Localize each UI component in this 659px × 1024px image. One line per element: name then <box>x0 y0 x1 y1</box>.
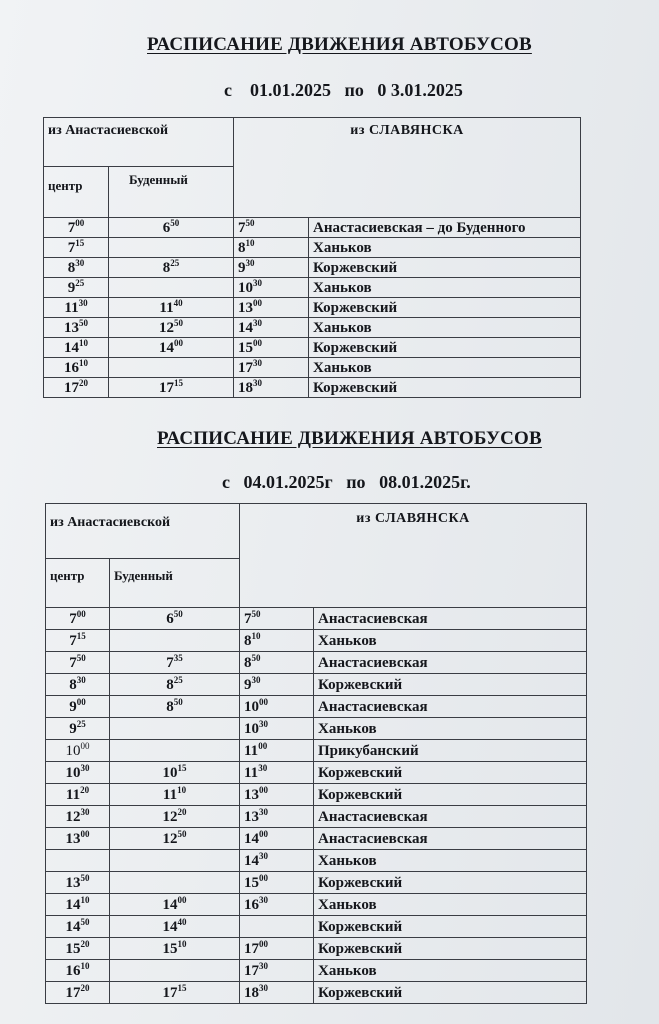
schedule1-date-range <box>224 80 463 101</box>
schedule1-row <box>44 218 581 238</box>
schedule2-row <box>46 718 587 740</box>
destination: Коржевский <box>314 938 587 960</box>
departure-center-value: $8^{30}$ <box>69 674 86 693</box>
departure-slavyansk-value: $17^{00}$ <box>244 938 268 957</box>
schedule1-row <box>44 278 581 298</box>
schedule2-col-center: центр <box>46 559 110 608</box>
schedule1-table <box>43 117 581 398</box>
schedule1-row <box>44 298 581 318</box>
schedule2-to-date: 08.01.2025г. <box>379 472 471 492</box>
departure-budenny <box>110 916 240 938</box>
departure-budenny-value: $12^{50}$ <box>162 828 187 847</box>
departure-slavyansk <box>240 872 314 894</box>
departure-slavyansk <box>240 674 314 696</box>
departure-center-value: $10^{30}$ <box>65 762 90 781</box>
departure-center <box>44 298 109 318</box>
departure-budenny <box>110 718 240 740</box>
departure-center <box>44 278 109 298</box>
departure-slavyansk <box>240 982 314 1004</box>
departure-center-value: $14^{10}$ <box>64 337 88 356</box>
departure-center <box>46 652 110 674</box>
departure-slavyansk-value: $14^{30}$ <box>238 317 262 336</box>
destination: Ханьков <box>314 894 587 916</box>
departure-budenny-value: $6^{50}$ <box>162 217 180 236</box>
destination: Ханьков <box>314 718 587 740</box>
departure-center <box>44 218 109 238</box>
departure-slavyansk-value: $11^{00}$ <box>244 740 268 759</box>
schedule1-title: РАСПИСАНИЕ ДВИЖЕНИЯ АВТОБУСОВ <box>147 34 532 55</box>
departure-budenny <box>109 258 234 278</box>
departure-slavyansk-value: $14^{30}$ <box>244 850 268 869</box>
departure-slavyansk-value: $10^{30}$ <box>238 277 262 296</box>
schedule1-row <box>44 258 581 278</box>
departure-center-value: $13^{00}$ <box>65 828 90 847</box>
departure-slavyansk <box>240 784 314 806</box>
destination: Анастасиевская <box>314 696 587 718</box>
destination: Анастасиевская <box>314 652 587 674</box>
departure-budenny-value: $11^{40}$ <box>159 297 183 316</box>
departure-budenny <box>110 894 240 916</box>
destination: Коржевский <box>314 784 587 806</box>
departure-budenny <box>109 278 234 298</box>
departure-slavyansk-value: $8^{50}$ <box>244 652 261 671</box>
departure-slavyansk <box>240 916 314 938</box>
departure-center-value: $7^{50}$ <box>69 652 86 671</box>
schedule2-title: РАСПИСАНИЕ ДВИЖЕНИЯ АВТОБУСОВ <box>157 428 542 449</box>
schedule1-to-date: 0 3.01.2025 <box>377 80 463 100</box>
departure-budenny-value: $8^{25}$ <box>162 257 180 276</box>
schedule2-row <box>46 872 587 894</box>
departure-center <box>46 828 110 850</box>
destination: Коржевский <box>309 378 581 398</box>
schedule1-header-from: из Анастасиевской <box>44 118 234 167</box>
departure-center <box>46 696 110 718</box>
destination: Ханьков <box>314 960 587 982</box>
schedule1-col-center: центр <box>44 167 109 218</box>
departure-slavyansk <box>234 318 309 338</box>
departure-center-value: $9^{25}$ <box>69 718 86 737</box>
schedule2-row <box>46 784 587 806</box>
departure-budenny <box>109 358 234 378</box>
departure-center-value: $15^{20}$ <box>65 938 90 957</box>
departure-budenny <box>110 828 240 850</box>
departure-budenny-value: $12^{20}$ <box>162 806 187 825</box>
destination: Коржевский <box>314 982 587 1004</box>
destination: Ханьков <box>309 358 581 378</box>
departure-center <box>46 718 110 740</box>
schedule2-header-from: из Анастасиевской <box>46 504 240 559</box>
destination: Анастасиевская <box>314 608 587 630</box>
departure-budenny-value: $15^{10}$ <box>162 938 187 957</box>
departure-center <box>46 916 110 938</box>
schedule2-row <box>46 806 587 828</box>
schedule2-row <box>46 850 587 872</box>
departure-center-value: $11^{30}$ <box>64 297 88 316</box>
departure-slavyansk <box>234 378 309 398</box>
departure-slavyansk-value: $7^{50}$ <box>238 217 255 236</box>
departure-slavyansk-value: $18^{30}$ <box>244 982 268 1001</box>
departure-center <box>44 378 109 398</box>
departure-slavyansk <box>234 278 309 298</box>
departure-center <box>46 740 110 762</box>
departure-slavyansk <box>240 696 314 718</box>
schedule2-row <box>46 674 587 696</box>
departure-center-value: $14^{50}$ <box>65 916 90 935</box>
departure-slavyansk-value: $9^{30}$ <box>244 674 261 693</box>
departure-center <box>46 608 110 630</box>
schedule2-table <box>45 503 587 1004</box>
departure-slavyansk <box>240 894 314 916</box>
departure-slavyansk <box>234 358 309 378</box>
departure-budenny <box>110 652 240 674</box>
schedule2-from-date: 04.01.2025г <box>243 472 333 492</box>
schedule2-row <box>46 982 587 1004</box>
departure-center-value: $16^{10}$ <box>64 357 88 376</box>
schedule2-row <box>46 608 587 630</box>
departure-center-value: $16^{10}$ <box>65 960 90 979</box>
departure-budenny-value: $7^{35}$ <box>166 652 183 671</box>
destination: Ханьков <box>309 318 581 338</box>
schedule1-row <box>44 238 581 258</box>
departure-center <box>46 894 110 916</box>
departure-center <box>44 258 109 278</box>
departure-center-value: $17^{20}$ <box>65 982 90 1001</box>
departure-center <box>46 674 110 696</box>
departure-slavyansk-value: $16^{30}$ <box>244 894 268 913</box>
schedule1-row <box>44 318 581 338</box>
schedule1-from-label: с <box>224 80 232 100</box>
schedule2-row <box>46 652 587 674</box>
departure-center <box>44 358 109 378</box>
departure-budenny-value: $11^{10}$ <box>162 784 187 803</box>
departure-slavyansk <box>234 258 309 278</box>
departure-budenny-value: $10^{15}$ <box>162 762 187 781</box>
destination: Прикубанский <box>314 740 587 762</box>
departure-center-value: $9^{25}$ <box>67 277 85 296</box>
destination: Ханьков <box>309 238 581 258</box>
departure-slavyansk <box>240 608 314 630</box>
departure-center <box>46 872 110 894</box>
departure-slavyansk-value: $13^{00}$ <box>238 297 262 316</box>
departure-budenny-value: $14^{00}$ <box>159 337 183 356</box>
departure-slavyansk-value: $14^{00}$ <box>244 828 268 847</box>
departure-budenny <box>110 982 240 1004</box>
departure-slavyansk <box>240 762 314 784</box>
destination: Коржевский <box>309 338 581 358</box>
departure-center-value: $7^{00}$ <box>69 608 86 627</box>
departure-budenny-value: $14^{40}$ <box>162 916 187 935</box>
schedule2-from-label: с <box>222 472 230 492</box>
departure-slavyansk <box>240 828 314 850</box>
departure-slavyansk <box>240 850 314 872</box>
departure-slavyansk <box>234 218 309 238</box>
destination: Коржевский <box>314 916 587 938</box>
departure-center-value: $14^{10}$ <box>65 894 90 913</box>
schedule1-header-to: из СЛАВЯНСКА <box>234 118 581 218</box>
departure-budenny <box>110 872 240 894</box>
departure-budenny-value: $17^{15}$ <box>162 982 187 1001</box>
destination: Коржевский <box>314 674 587 696</box>
departure-center <box>44 318 109 338</box>
departure-budenny <box>110 740 240 762</box>
schedule2-header-to: из СЛАВЯНСКА <box>240 504 587 608</box>
departure-slavyansk-value: $15^{00}$ <box>238 337 262 356</box>
departure-slavyansk <box>240 960 314 982</box>
departure-budenny <box>110 960 240 982</box>
departure-center <box>46 850 110 872</box>
schedule2-row <box>46 762 587 784</box>
departure-slavyansk-value: $10^{00}$ <box>244 696 268 715</box>
departure-slavyansk <box>234 338 309 358</box>
departure-budenny <box>109 318 234 338</box>
destination: Коржевский <box>314 762 587 784</box>
departure-budenny-value: $8^{25}$ <box>166 674 183 693</box>
schedule2-col-budenny: Буденный <box>110 559 240 608</box>
departure-budenny <box>109 338 234 358</box>
departure-center <box>46 960 110 982</box>
departure-budenny <box>110 784 240 806</box>
schedule1-row <box>44 338 581 358</box>
departure-slavyansk-value: $17^{30}$ <box>238 357 262 376</box>
destination: Анастасиевская – до Буденного <box>309 218 581 238</box>
departure-center-value: $7^{15}$ <box>67 237 85 256</box>
departure-center <box>44 238 109 258</box>
departure-center-value: $11^{20}$ <box>65 784 90 803</box>
departure-budenny <box>110 806 240 828</box>
destination: Ханьков <box>309 278 581 298</box>
destination: Коржевский <box>314 872 587 894</box>
departure-budenny-value: $17^{15}$ <box>159 377 183 396</box>
departure-slavyansk-value: $8^{10}$ <box>238 237 255 256</box>
departure-budenny-value: $12^{50}$ <box>159 317 183 336</box>
departure-slavyansk <box>234 238 309 258</box>
schedule2-row <box>46 828 587 850</box>
departure-center <box>46 784 110 806</box>
destination: Анастасиевская <box>314 806 587 828</box>
departure-slavyansk <box>240 740 314 762</box>
departure-budenny-value: $14^{00}$ <box>162 894 187 913</box>
departure-budenny <box>110 762 240 784</box>
departure-slavyansk-value: $11^{30}$ <box>244 762 268 781</box>
destination: Анастасиевская <box>314 828 587 850</box>
departure-slavyansk-value: $13^{30}$ <box>244 806 268 825</box>
schedule1-from-date: 01.01.2025 <box>250 80 331 100</box>
schedule1-to-label: по <box>344 80 364 100</box>
departure-center-value: $12^{30}$ <box>65 806 90 825</box>
departure-center-value: $7^{00}$ <box>67 217 85 236</box>
departure-center <box>44 338 109 358</box>
departure-center <box>46 938 110 960</box>
departure-slavyansk <box>240 652 314 674</box>
schedule1-col-budenny: Буденный <box>109 167 234 218</box>
departure-slavyansk-value: $18^{30}$ <box>238 377 262 396</box>
departure-center-value: $17^{20}$ <box>64 377 88 396</box>
schedule1-row <box>44 358 581 378</box>
departure-slavyansk <box>234 298 309 318</box>
departure-center <box>46 982 110 1004</box>
departure-slavyansk-value: $10^{30}$ <box>244 718 268 737</box>
departure-budenny <box>110 850 240 872</box>
departure-slavyansk <box>240 938 314 960</box>
departure-budenny <box>109 298 234 318</box>
departure-slavyansk-value: $17^{30}$ <box>244 960 268 979</box>
departure-slavyansk-value: $8^{10}$ <box>244 630 261 649</box>
schedule2-row <box>46 960 587 982</box>
destination: Коржевский <box>309 258 581 278</box>
schedule2-row <box>46 740 587 762</box>
departure-budenny <box>109 238 234 258</box>
departure-budenny <box>110 696 240 718</box>
departure-budenny-value: $6^{50}$ <box>166 608 183 627</box>
departure-center <box>46 762 110 784</box>
schedule2-date-range <box>222 472 471 493</box>
departure-slavyansk-value: $15^{00}$ <box>244 872 268 891</box>
departure-slavyansk-value: $9^{30}$ <box>238 257 255 276</box>
destination: Ханьков <box>314 850 587 872</box>
schedule2-row <box>46 894 587 916</box>
schedule2-row <box>46 696 587 718</box>
schedule2-row <box>46 916 587 938</box>
departure-budenny <box>110 938 240 960</box>
departure-budenny <box>110 674 240 696</box>
schedule2-to-label: по <box>346 472 366 492</box>
departure-slavyansk <box>240 718 314 740</box>
departure-budenny <box>110 608 240 630</box>
departure-center-value: $10^{00}$ <box>65 740 90 759</box>
departure-center <box>46 630 110 652</box>
destination: Коржевский <box>309 298 581 318</box>
departure-budenny-value: $8^{50}$ <box>166 696 183 715</box>
departure-center <box>46 806 110 828</box>
schedule1-row <box>44 378 581 398</box>
schedule2-row <box>46 630 587 652</box>
departure-center-value: $13^{50}$ <box>64 317 88 336</box>
departure-budenny <box>110 630 240 652</box>
schedule2-row <box>46 938 587 960</box>
departure-center-value: $7^{15}$ <box>69 630 86 649</box>
departure-slavyansk-value: $7^{50}$ <box>244 608 261 627</box>
departure-slavyansk-value: $13^{00}$ <box>244 784 268 803</box>
departure-center-value: $9^{00}$ <box>69 696 86 715</box>
departure-center-value: $8^{30}$ <box>67 257 85 276</box>
departure-slavyansk <box>240 806 314 828</box>
departure-slavyansk <box>240 630 314 652</box>
departure-budenny <box>109 378 234 398</box>
departure-budenny <box>109 218 234 238</box>
destination: Ханьков <box>314 630 587 652</box>
departure-center-value: $13^{50}$ <box>65 872 90 891</box>
